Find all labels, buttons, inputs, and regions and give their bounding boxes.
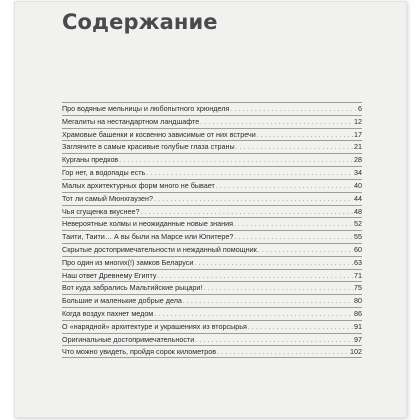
toc-entry-row [62, 257, 362, 269]
toc-entry-row [62, 334, 362, 346]
toc-dot-leader [203, 283, 353, 294]
toc-entry-title: Мегалиты на нестандартном ландшафте [62, 116, 200, 126]
toc-entry-page-number: 86 [354, 309, 362, 318]
toc-entry-page-number: 12 [354, 116, 362, 126]
toc-entry [62, 166, 362, 179]
book-page [14, 1, 407, 418]
toc-entry-page-number: 63 [354, 257, 362, 267]
toc-entry-title: Гор нет, а водопады есть [62, 168, 146, 178]
toc-entry [62, 281, 362, 294]
toc-dot-leader [154, 309, 353, 320]
toc-entry-page-number: 48 [354, 206, 362, 216]
toc-entry-row [62, 270, 362, 282]
toc-entry [62, 345, 362, 358]
toc-entry-title: Про один из многих(!) замков Беларуси [62, 257, 194, 267]
toc-entry [62, 115, 362, 128]
toc-entry-row [62, 282, 362, 294]
toc-entry-title: Оригинальные достопримечательности [62, 334, 195, 344]
toc-entry-row [62, 180, 362, 192]
toc-entry-page-number: 102 [350, 347, 362, 357]
toc-entry-row [62, 218, 362, 230]
toc-entry-page-number: 75 [354, 283, 362, 293]
toc-entry-title: Что можно увидеть, пройдя сорок километров [62, 347, 217, 357]
toc-entry-title: Про водяные мельницы и любопытного хрюнделя [62, 104, 230, 113]
toc-entry [62, 243, 362, 256]
toc-entry-page-number: 17 [354, 129, 362, 139]
toc-entry-title: Невероятные холмы и неожиданные новые знания [62, 219, 233, 229]
toc-entry-row [62, 154, 362, 166]
toc-dot-leader [200, 117, 353, 128]
toc-entry-title: Храмовые башенки и косвенно зависимые от них встречи [62, 129, 256, 139]
toc-entry-page-number: 44 [354, 193, 362, 203]
toc-entry-row [62, 321, 362, 333]
toc-entry-row [62, 295, 362, 307]
toc-entry [62, 320, 362, 333]
toc-entry [62, 140, 362, 153]
toc-entry-title: Курганы предков [62, 155, 119, 165]
toc-entry-title: Наш ответ Древнему Египту [62, 270, 157, 280]
toc-entry-page-number: 40 [354, 180, 362, 190]
toc-entry-page-number: 97 [354, 334, 362, 344]
page-title: Содержание [62, 10, 218, 34]
toc-dot-leader [234, 219, 353, 230]
toc-entry [62, 205, 362, 218]
toc-entry-row [62, 116, 362, 128]
toc-entry-row [62, 129, 362, 141]
toc-entry [62, 307, 362, 320]
toc-entry-page-number: 52 [354, 219, 362, 229]
toc-entry-page-number: 21 [354, 142, 362, 152]
toc-dot-leader [154, 194, 353, 205]
toc-entry [62, 102, 362, 115]
toc-entry-page-number: 34 [354, 168, 362, 178]
toc-entry-page-number: 91 [354, 321, 362, 331]
toc-entry-row [62, 193, 362, 205]
toc-dot-leader [258, 245, 353, 256]
toc-dot-leader [146, 168, 353, 179]
toc-entry [62, 294, 362, 307]
toc-entry-page-number: 6 [358, 104, 362, 113]
toc-dot-leader [216, 181, 353, 192]
toc-dot-leader [217, 347, 349, 358]
toc-entry-page-number: 80 [354, 296, 362, 306]
toc-entry-page-number: 28 [354, 155, 362, 165]
toc-entry [62, 153, 362, 166]
toc-entry-row [62, 231, 362, 243]
toc-entry-title: Чья сгущенка вкуснее? [62, 206, 140, 216]
toc-entry [62, 333, 362, 346]
toc-entry-title: Малых архитектурных форм много не бывает [62, 180, 215, 190]
toc-entry [62, 256, 362, 269]
toc-entry-row [62, 167, 362, 179]
toc-entry [62, 217, 362, 230]
toc-entry-title: Большие и маленькие добрые дела [62, 296, 182, 306]
toc-entry-row [62, 206, 362, 218]
toc-dot-leader [119, 155, 353, 166]
toc-entry-page-number: 71 [354, 270, 362, 280]
toc-entry [62, 192, 362, 205]
toc-entry [62, 269, 362, 282]
toc-dot-leader [234, 232, 353, 243]
toc-dot-leader [230, 104, 357, 115]
toc-entry-title: Когда воздух пахнет медом [62, 309, 154, 318]
table-of-contents [62, 102, 362, 358]
toc-entry-row [62, 141, 362, 153]
toc-dot-leader [236, 142, 353, 153]
toc-entry [62, 230, 362, 243]
toc-entry-row [62, 103, 362, 115]
toc-entry-page-number: 60 [354, 244, 362, 254]
toc-entry-title: Загляните в самые красивые голубые глаза страны [62, 142, 235, 152]
toc-entry-title: Вот куда забрались Мальтийские рыцари! [62, 283, 203, 293]
toc-dot-leader [194, 258, 353, 269]
toc-entry [62, 128, 362, 141]
toc-entry-page-number: 55 [354, 232, 362, 242]
toc-entry [62, 179, 362, 192]
toc-entry-title: О «нарядной» архитектуре и украшениях из вторсырья [62, 321, 247, 331]
toc-entry-row [62, 308, 362, 320]
toc-dot-leader [257, 130, 353, 141]
toc-entry-row [62, 346, 362, 358]
toc-entry-title: Скрытые достопримечательности и нежданный помощник [62, 244, 257, 254]
toc-entry-title: Тот ли самый Мюнхгаузен? [62, 193, 153, 203]
toc-dot-leader [183, 296, 353, 307]
toc-dot-leader [195, 335, 353, 346]
toc-dot-leader [140, 207, 353, 218]
toc-dot-leader [248, 322, 353, 333]
toc-entry-row [62, 244, 362, 256]
toc-entry-title: Таити, Таити… А вы были на Марсе или Юпитере? [62, 232, 234, 242]
toc-dot-leader [157, 271, 353, 282]
